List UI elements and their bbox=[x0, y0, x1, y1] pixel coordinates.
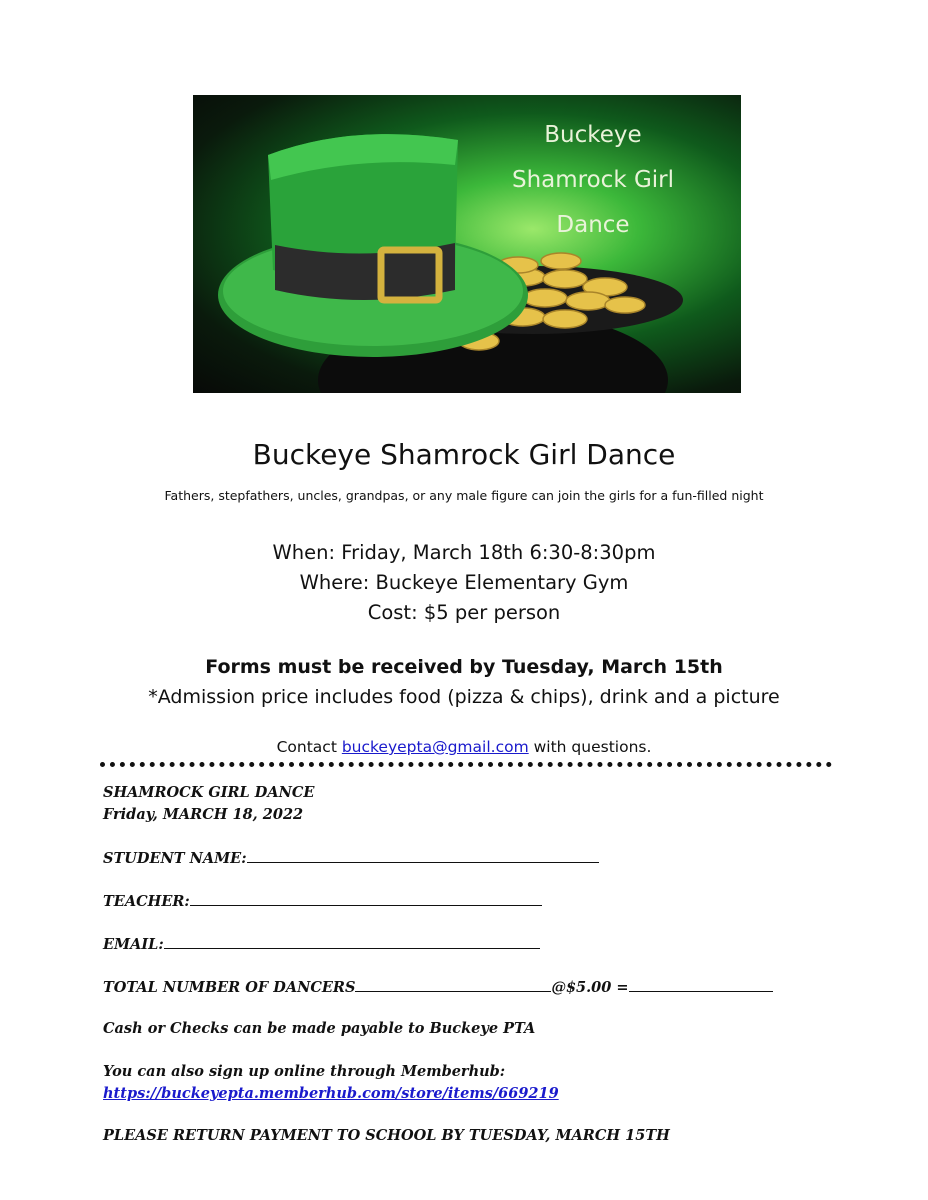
event-when: When: Friday, March 18th 6:30-8:30pm bbox=[272, 541, 656, 564]
hero-title-line: Buckeye bbox=[544, 122, 642, 148]
email-field[interactable] bbox=[164, 934, 540, 949]
dancers-count-field[interactable] bbox=[355, 977, 551, 992]
form-date: Friday, MARCH 18, 2022 bbox=[103, 806, 304, 823]
hero-title bbox=[483, 113, 703, 248]
hero-image bbox=[193, 95, 741, 393]
contact-suffix: with questions. bbox=[528, 738, 652, 756]
event-title: Buckeye Shamrock Girl Dance bbox=[252, 438, 676, 471]
hero-title-line: Dance bbox=[556, 212, 630, 238]
teacher-field[interactable] bbox=[190, 891, 542, 906]
student-name-field[interactable] bbox=[247, 848, 599, 863]
form-heading: SHAMROCK GIRL DANCE bbox=[103, 784, 315, 801]
return-note: PLEASE RETURN PAYMENT TO SCHOOL BY TUESDAY, MARCH 15TH bbox=[103, 1127, 670, 1144]
contact-email-link[interactable]: buckeyepta@gmail.com bbox=[341, 738, 529, 756]
total-amount-field[interactable] bbox=[629, 977, 773, 992]
student-name-label: STUDENT NAME: bbox=[103, 850, 247, 867]
hero-title-line: Shamrock Girl bbox=[511, 167, 675, 193]
teacher-row bbox=[103, 891, 542, 910]
contact-line bbox=[0, 738, 928, 756]
price-label: @$5.00 = bbox=[551, 979, 629, 996]
teacher-label: TEACHER: bbox=[103, 893, 190, 910]
event-cost: Cost: $5 per person bbox=[367, 601, 561, 624]
memberhub-link[interactable]: https://buckeyepta.memberhub.com/store/items/669219 bbox=[103, 1085, 559, 1102]
form-deadline: Forms must be received by Tuesday, March 15th bbox=[205, 656, 723, 678]
event-where: Where: Buckeye Elementary Gym bbox=[299, 571, 629, 594]
email-row bbox=[103, 934, 540, 953]
cut-line-divider bbox=[100, 762, 832, 767]
dancers-label: TOTAL NUMBER OF DANCERS bbox=[103, 979, 356, 996]
event-details bbox=[0, 538, 928, 628]
online-note: You can also sign up online through Memberhub: bbox=[103, 1063, 506, 1080]
student-name-row bbox=[103, 848, 599, 867]
admission-includes: *Admission price includes food (pizza & chips), drink and a picture bbox=[148, 686, 780, 708]
email-label: EMAIL: bbox=[103, 936, 164, 953]
payment-note: Cash or Checks can be made payable to Buckeye PTA bbox=[103, 1020, 536, 1037]
event-subtitle: Fathers, stepfathers, uncles, grandpas, or any male figure can join the girls for a fun-filled night bbox=[164, 488, 764, 503]
contact-prefix: Contact bbox=[276, 738, 342, 756]
dancers-row bbox=[103, 977, 773, 996]
